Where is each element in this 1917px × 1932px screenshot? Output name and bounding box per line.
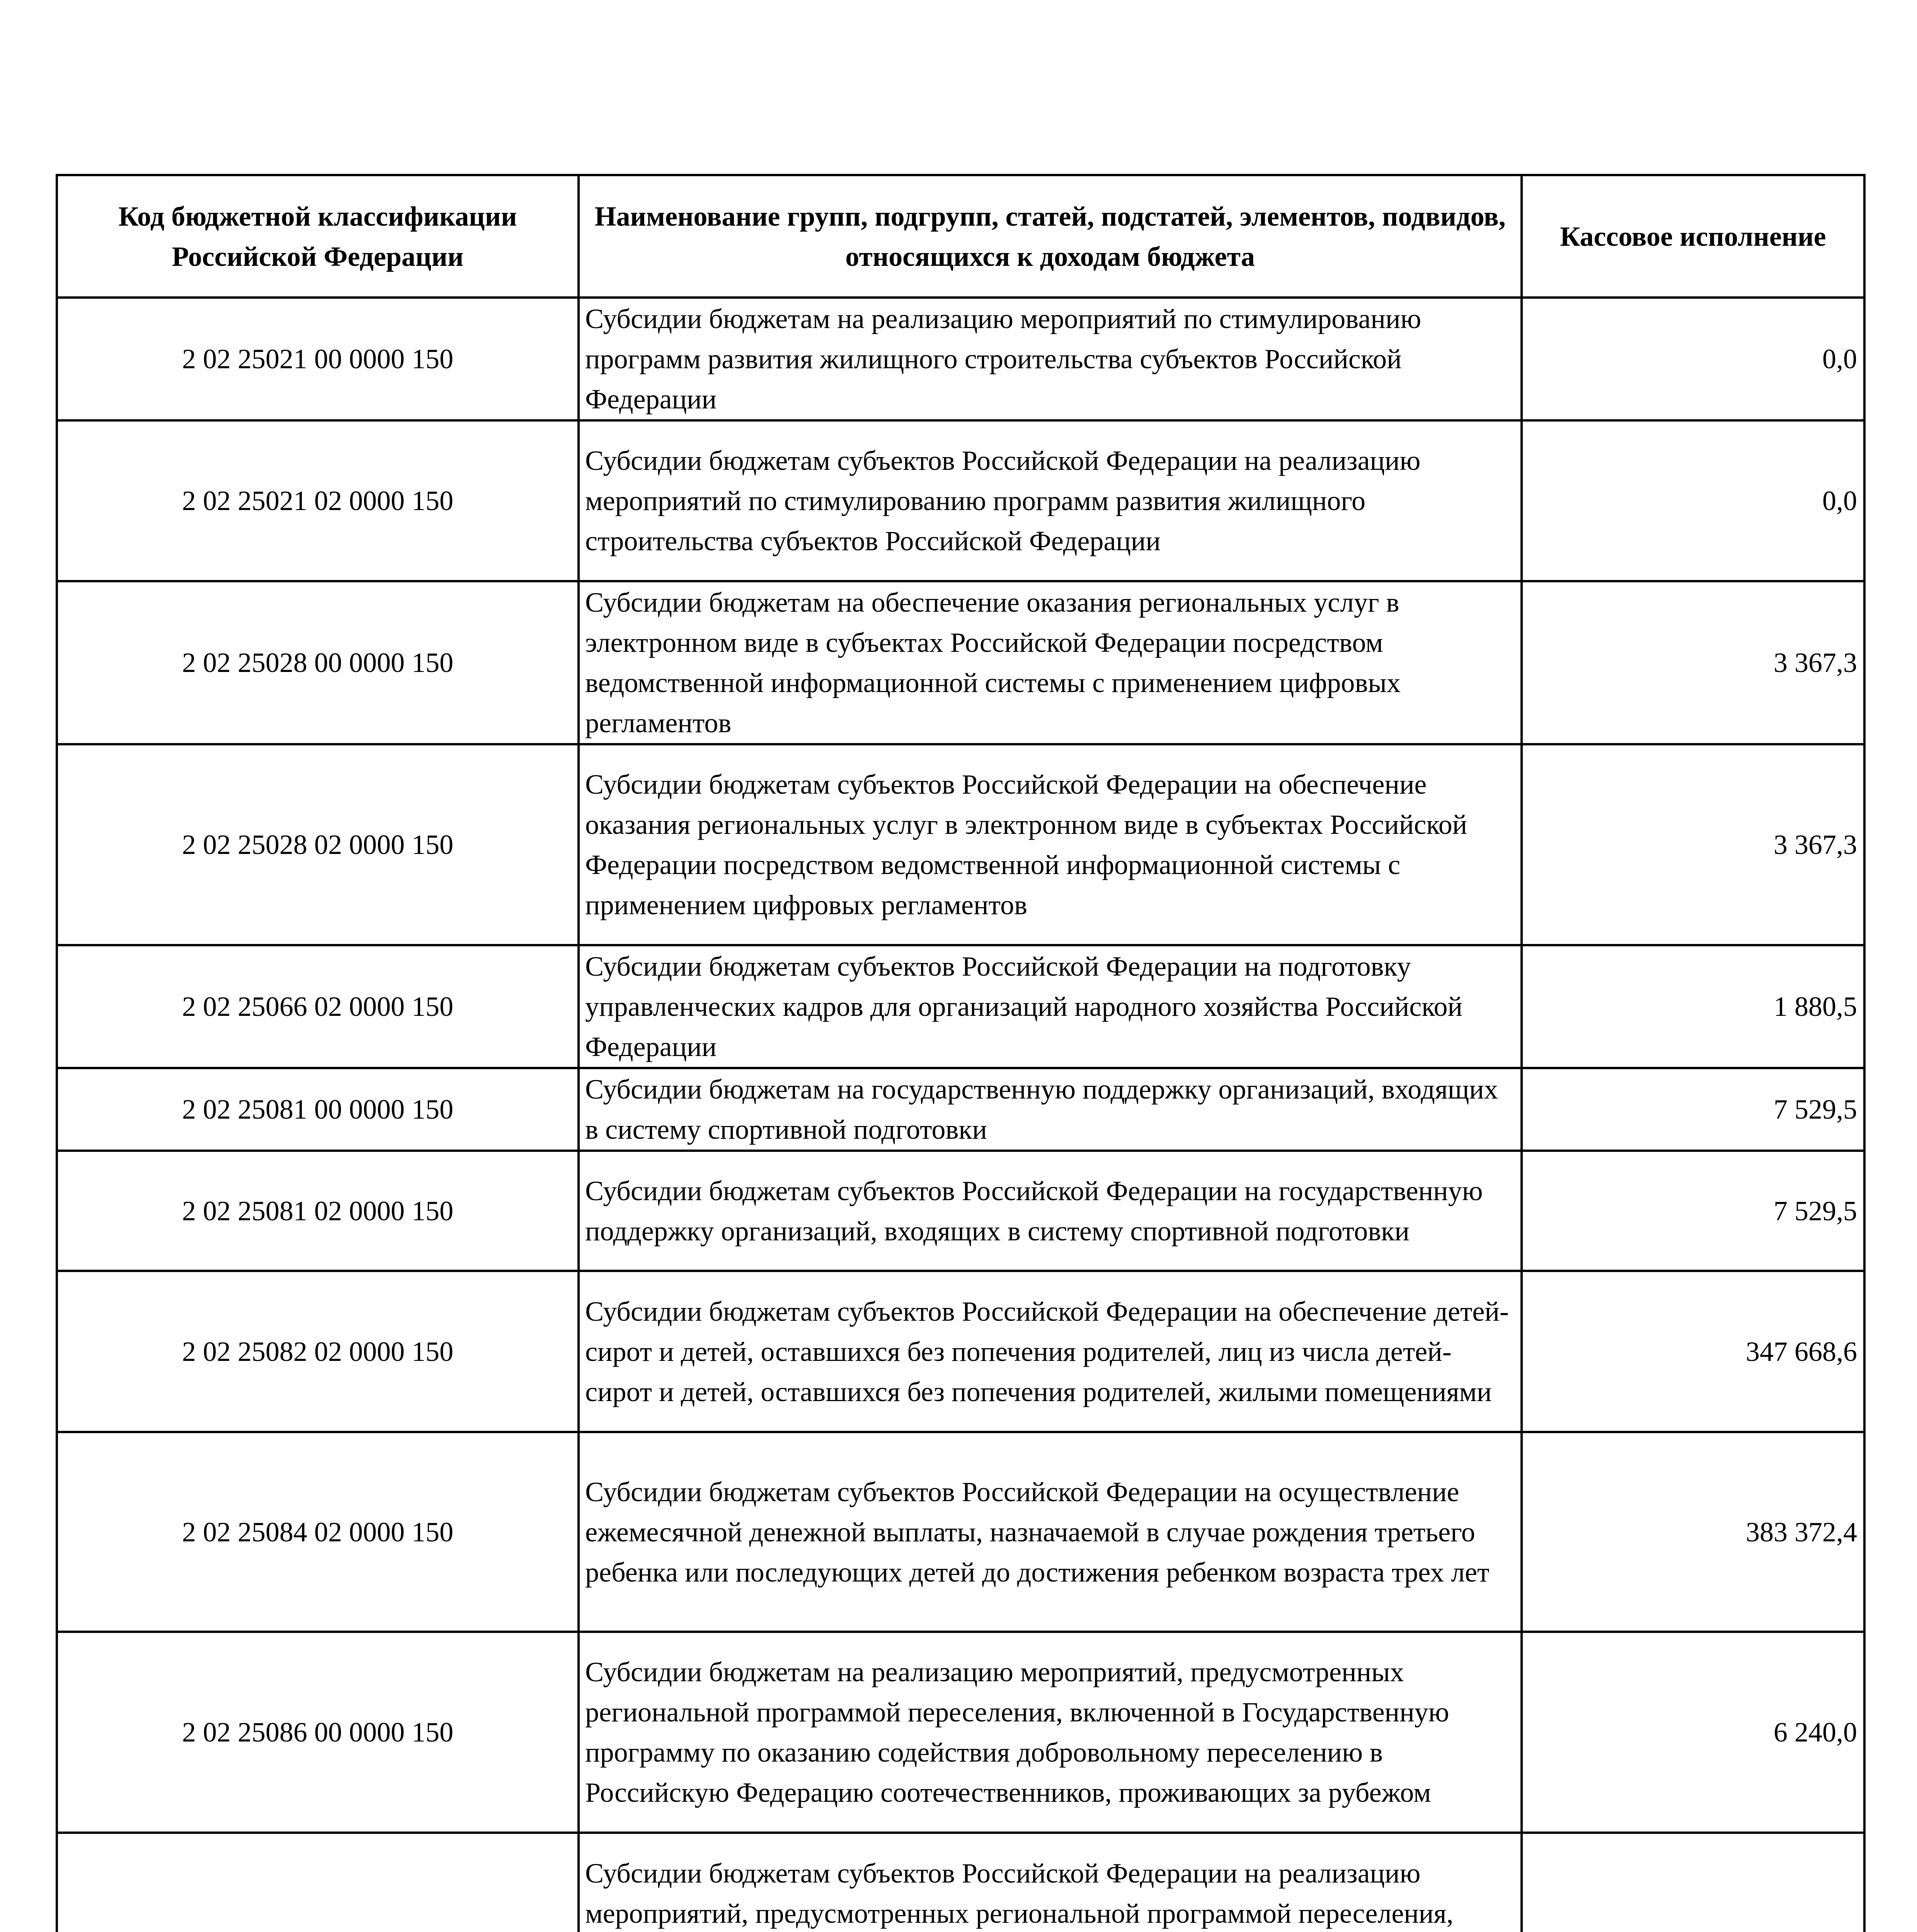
item-name-cell: Субсидии бюджетам на обеспечение оказания региональных услуг в электронном виде в субъектах Российской Федерации посредством ведомственной информационной системы с применением цифровых регламентов [579, 581, 1522, 744]
amount-cell: 0,0 [1522, 298, 1864, 420]
table-row [57, 420, 1864, 581]
amount-cell: 6 240,0 [1522, 1632, 1864, 1833]
item-name-cell: Субсидии бюджетам на реализацию мероприятий, предусмотренных региональной программой переселения, включенной в Государственную программу по оказанию содействия добровольному переселению в Российскую Федерацию соотечественников, проживающих за рубежом [579, 1632, 1522, 1833]
budget-code-cell: 2 02 25028 00 0000 150 [57, 581, 579, 744]
amount-cell: 7 529,5 [1522, 1068, 1864, 1151]
table-header-row [57, 175, 1864, 298]
budget-code-cell: 2 02 25081 00 0000 150 [57, 1068, 579, 1151]
header-budget-code: Код бюджетной классификации Российской Федерации [57, 175, 579, 298]
table-row [57, 1271, 1864, 1432]
amount-cell [1522, 1833, 1864, 1932]
item-name-cell: Субсидии бюджетам субъектов Российской Федерации на подготовку управленческих кадров для организаций народного хозяйства Российской Федерации [579, 945, 1522, 1068]
amount-cell: 0,0 [1522, 420, 1864, 581]
header-item-name: Наименование групп, подгрупп, статей, подстатей, элементов, подвидов, относящихся к доходам бюджета [579, 175, 1522, 298]
table-row [57, 1068, 1864, 1151]
budget-code-cell: 2 02 25081 02 0000 150 [57, 1151, 579, 1271]
item-name-cell: Субсидии бюджетам субъектов Российской Федерации на реализацию мероприятий по стимулированию программ развития жилищного строительства субъектов Российской Федерации [579, 420, 1522, 581]
budget-code-cell: 2 02 25028 02 0000 150 [57, 744, 579, 945]
item-name-cell: Субсидии бюджетам субъектов Российской Федерации на осуществление ежемесячной денежной выплаты, назначаемой в случае рождения третьего ребенка или последующих детей до достижения ребенком возраста трех лет [579, 1432, 1522, 1632]
table-row [57, 945, 1864, 1068]
budget-code-cell: 2 02 25021 02 0000 150 [57, 420, 579, 581]
table-row [57, 744, 1864, 945]
budget-code-cell: 2 02 25066 02 0000 150 [57, 945, 579, 1068]
item-name-cell: Субсидии бюджетам субъектов Российской Федерации на реализацию мероприятий, предусмотренных региональной программой переселения, [579, 1833, 1522, 1932]
amount-cell: 3 367,3 [1522, 581, 1864, 744]
budget-revenue-table [56, 174, 1866, 1932]
table-row [57, 581, 1864, 744]
header-cash-execution: Кассовое исполнение [1522, 175, 1864, 298]
item-name-cell: Субсидии бюджетам субъектов Российской Федерации на государственную поддержку организаций, входящих в систему спортивной подготовки [579, 1151, 1522, 1271]
item-name-cell: Субсидии бюджетам на реализацию мероприятий по стимулированию программ развития жилищного строительства субъектов Российской Федерации [579, 298, 1522, 420]
table-row [57, 298, 1864, 420]
item-name-cell: Субсидии бюджетам субъектов Российской Федерации на обеспечение детей-сирот и детей, оставшихся без попечения родителей, лиц из числа детей-сирот и детей, оставшихся без попечения родителей, жилыми помещениями [579, 1271, 1522, 1432]
budget-code-cell: 2 02 25084 02 0000 150 [57, 1432, 579, 1632]
amount-cell: 3 367,3 [1522, 744, 1864, 945]
amount-cell: 347 668,6 [1522, 1271, 1864, 1432]
amount-cell: 7 529,5 [1522, 1151, 1864, 1271]
budget-code-cell: 2 02 25082 02 0000 150 [57, 1271, 579, 1432]
budget-code-cell: 2 02 25021 00 0000 150 [57, 298, 579, 420]
table-row [57, 1432, 1864, 1632]
table-row [57, 1833, 1864, 1932]
item-name-cell: Субсидии бюджетам на государственную поддержку организаций, входящих в систему спортивной подготовки [579, 1068, 1522, 1151]
budget-code-cell: 2 02 25086 00 0000 150 [57, 1632, 579, 1833]
item-name-cell: Субсидии бюджетам субъектов Российской Федерации на обеспечение оказания региональных услуг в электронном виде в субъектах Российской Федерации посредством ведомственной информационной системы с применением цифровых регламентов [579, 744, 1522, 945]
budget-code-cell [57, 1833, 579, 1932]
amount-cell: 1 880,5 [1522, 945, 1864, 1068]
table-row [57, 1632, 1864, 1833]
table-row [57, 1151, 1864, 1271]
amount-cell: 383 372,4 [1522, 1432, 1864, 1632]
